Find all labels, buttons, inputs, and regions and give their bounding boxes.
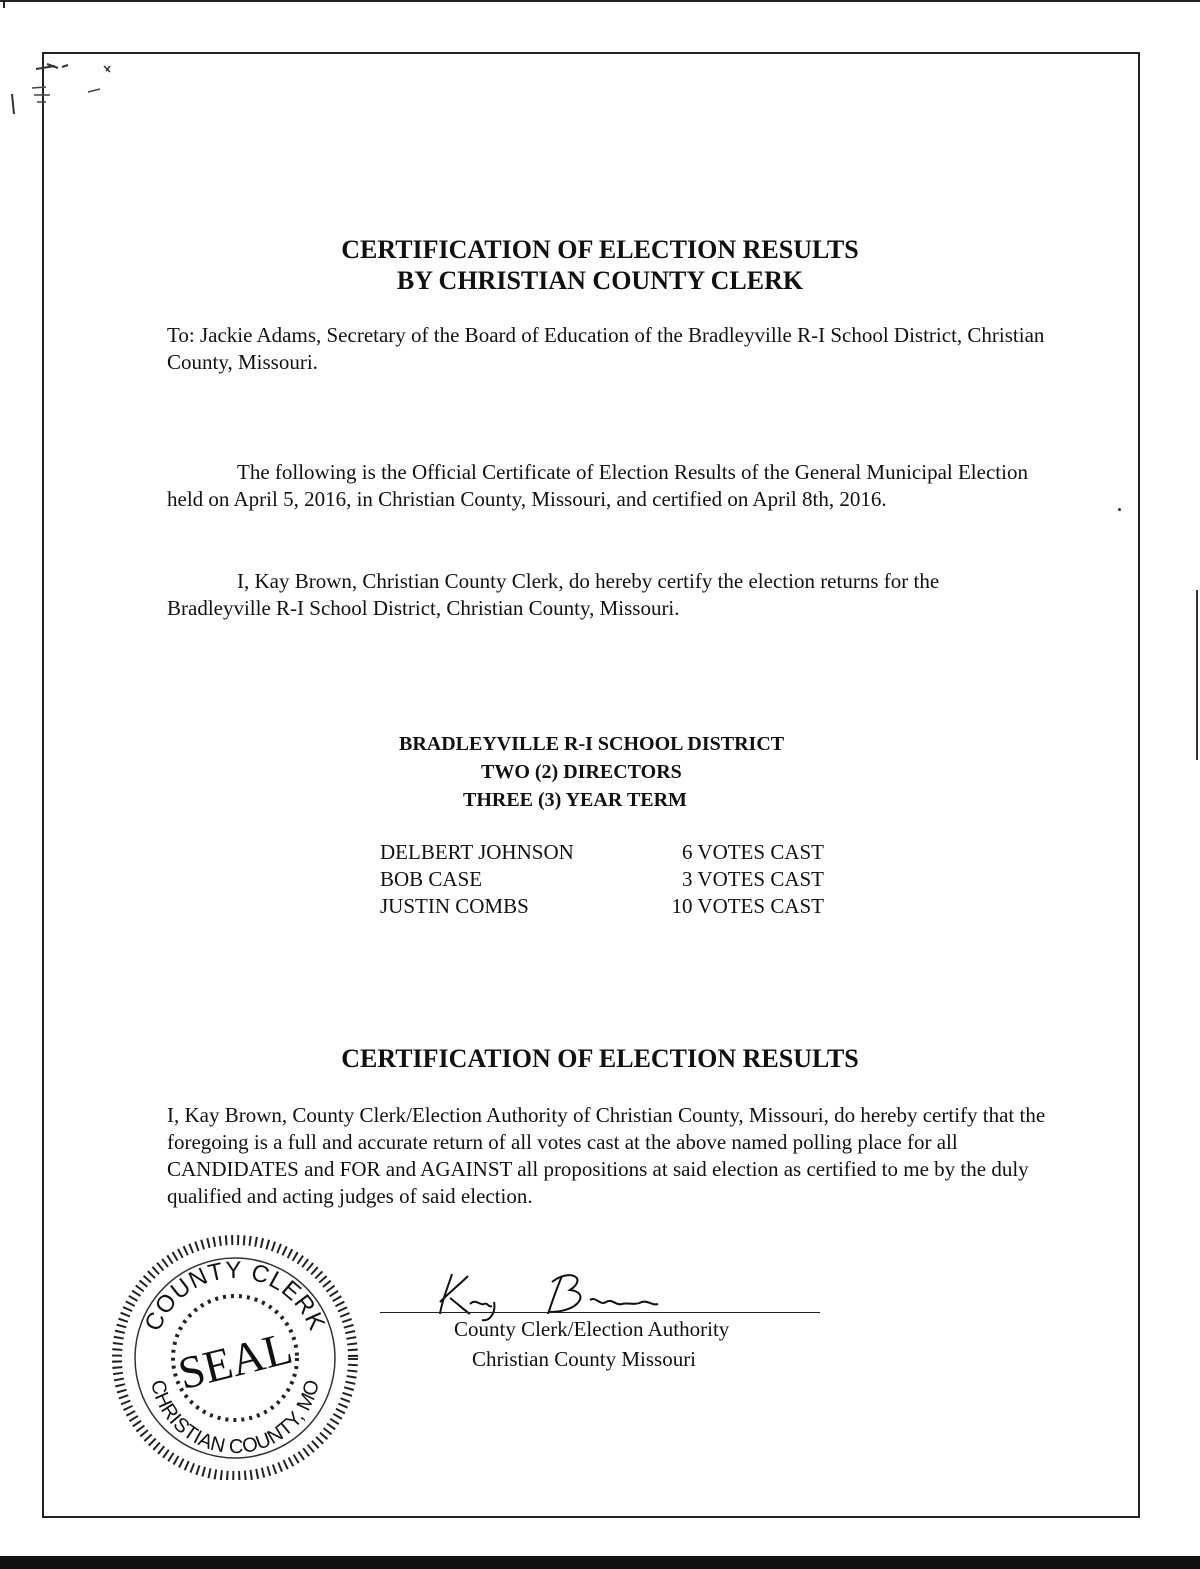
clerk-certify-paragraph: I, Kay Brown, Christian County Clerk, do hereby certify the election returns for the Bradleyville R-I School District, Christian County, Missouri.: [167, 569, 940, 620]
signature-block: [380, 1262, 830, 1372]
result-row: [380, 893, 840, 920]
page-subtitle: BY CHRISTIAN COUNTY CLERK: [396, 266, 804, 295]
candidate-name: BOB CASE: [380, 867, 483, 891]
results-table: [380, 839, 840, 920]
official-certificate-paragraph: The following is the Official Certificate of Election Results of the General Municipal Election held on April 5, 2016, in Christian County, Missouri, and certified on April 8th, 2016.: [167, 460, 1028, 511]
scan-artifact-marks: [10, 58, 120, 118]
certification-body: I, Kay Brown, County Clerk/Election Authority of Christian County, Missouri, do hereby certify that the foregoing is a full and accurate return of all votes cast at the above named polling place for all CANDIDATES and FOR and AGAINST all propositions at said election as certified to me by the duly qualified and acting judges of said election.: [167, 1103, 1046, 1208]
district-heading: [380, 730, 940, 814]
votes-cast: 10 VOTES CAST: [671, 894, 824, 918]
seal-top-text: COUNTY CLERK: [139, 1256, 331, 1336]
scan-edge-bottom: [0, 1556, 1200, 1569]
district-name: BRADLEYVILLE R-I SCHOOL DISTRICT: [399, 733, 785, 755]
svg-text:COUNTY CLERK: [140, 1257, 331, 1335]
scan-edge-right: [1196, 590, 1198, 760]
district-seats: TWO (2) DIRECTORS: [481, 761, 682, 783]
signer-title: County Clerk/Election Authority: [454, 1317, 730, 1341]
signer-county: Christian County Missouri: [472, 1347, 697, 1371]
page-title: CERTIFICATION OF ELECTION RESULTS: [341, 235, 859, 264]
addressee-paragraph: To: Jackie Adams, Secretary of the Board of Education of the Bradleyville R-I School District, Christian County, Missouri.: [167, 323, 1045, 374]
seal-bottom-text: CHRISTIAN COUNTY, MO: [145, 1377, 325, 1459]
scan-edge-mark: [3, 0, 5, 8]
district-term: THREE (3) YEAR TERM: [463, 789, 687, 811]
votes-cast: 3 VOTES CAST: [682, 867, 824, 891]
votes-cast: 6 VOTES CAST: [682, 840, 824, 864]
scan-edge-top: [0, 0, 1200, 2]
svg-text:CHRISTIAN COUNTY, MO: [146, 1378, 324, 1458]
candidate-name: JUSTIN COMBS: [380, 894, 529, 918]
seal-center-text: SEAL: [173, 1321, 298, 1400]
county-seal-icon: [95, 1230, 375, 1480]
result-row: [380, 866, 840, 893]
certification-heading: CERTIFICATION OF ELECTION RESULTS: [341, 1044, 859, 1073]
signature-line: [380, 1312, 820, 1313]
candidate-name: DELBERT JOHNSON: [380, 840, 574, 864]
result-row: [380, 839, 840, 866]
scan-dot: [1118, 508, 1121, 511]
signature-image: [430, 1262, 670, 1322]
